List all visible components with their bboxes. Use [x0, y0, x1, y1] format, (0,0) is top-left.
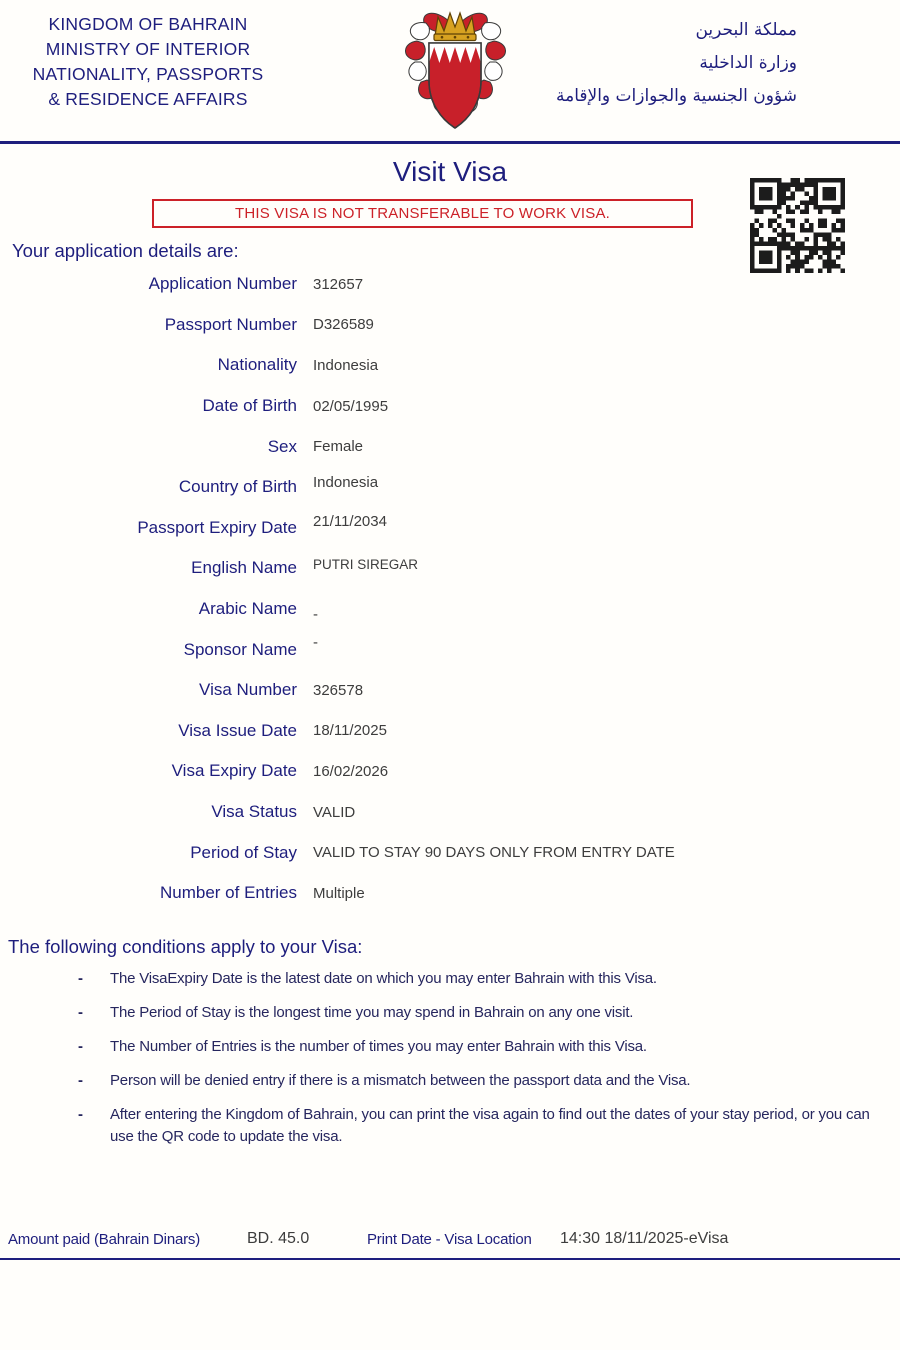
- detail-label: Date of Birth: [202, 396, 297, 416]
- condition-text: After entering the Kingdom of Bahrain, you can print the visa again to find out the dates of your stay period, or you can use the QR code to update the visa.: [110, 1106, 870, 1145]
- detail-value: 16/02/2026: [313, 762, 389, 780]
- details-table: [0, 264, 900, 914]
- detail-label: Period of Stay: [190, 842, 297, 862]
- detail-label: Passport Expiry Date: [137, 517, 297, 537]
- detail-row-visa-status: [0, 792, 900, 833]
- ministry-line-ar: وزارة الداخلية: [699, 53, 797, 73]
- bullet-dash: -: [78, 1072, 83, 1089]
- ministry-line: KINGDOM OF BAHRAIN: [48, 14, 248, 34]
- ministry-line-ar: شؤون الجنسية والجوازات والإقامة: [555, 86, 797, 106]
- detail-row-passport-expiry-date: [0, 508, 900, 549]
- condition-text: Person will be denied entry if there is a mismatch between the passport data and the Visa.: [110, 1072, 691, 1089]
- detail-row-sex: [0, 426, 900, 467]
- ministry-line: & RESIDENCE AFFAIRS: [48, 89, 248, 109]
- print-date-label: Print Date - Visa Location: [367, 1231, 532, 1248]
- footer-divider: [0, 1258, 900, 1260]
- ministry-line: MINISTRY OF INTERIOR: [45, 39, 251, 59]
- detail-row-visa-number: [0, 670, 900, 711]
- detail-value: Indonesia: [313, 356, 379, 374]
- bullet-dash: -: [78, 1004, 83, 1021]
- print-date-value: 14:30 18/11/2025-eVisa: [560, 1230, 729, 1247]
- detail-label: Visa Expiry Date: [171, 761, 297, 781]
- detail-value: VALID: [313, 803, 356, 821]
- detail-row-arabic-name: [0, 589, 900, 630]
- amount-paid-label: Amount paid (Bahrain Dinars): [8, 1231, 200, 1248]
- qr-code: [750, 178, 845, 273]
- detail-value: 326578: [313, 681, 364, 699]
- ministry-line: NATIONALITY, PASSPORTS: [32, 64, 264, 84]
- detail-value: 312657: [313, 275, 364, 293]
- detail-label: Sex: [267, 436, 297, 456]
- conditions-heading: The following conditions apply to your Visa:: [8, 936, 363, 957]
- notice-text: THIS VISA IS NOT TRANSFERABLE TO WORK VISA.: [234, 205, 611, 222]
- condition-text: The Period of Stay is the longest time you may spend in Bahrain on any one visit.: [110, 1004, 634, 1021]
- detail-row-date-of-birth: [0, 386, 900, 427]
- detail-row-period-of-stay: [0, 832, 900, 873]
- document-footer: [0, 1228, 900, 1252]
- conditions-list: [0, 968, 882, 1160]
- bullet-dash: -: [78, 1106, 83, 1123]
- detail-label: English Name: [191, 558, 297, 578]
- detail-row-passport-number: [0, 305, 900, 346]
- condition-item: [0, 968, 882, 990]
- detail-row-nationality: [0, 345, 900, 386]
- detail-row-number-of-entries: [0, 873, 900, 914]
- detail-value: Female: [313, 438, 364, 456]
- page-title: Visit Visa: [392, 156, 508, 187]
- bullet-dash: -: [78, 970, 83, 987]
- detail-value: Multiple: [313, 884, 365, 902]
- detail-value: 02/05/1995: [313, 397, 389, 415]
- condition-text: The Number of Entries is the number of times you may enter Bahrain with this Visa.: [110, 1038, 647, 1055]
- details-heading: Your application details are:: [12, 240, 239, 261]
- header-divider: [0, 141, 900, 144]
- ministry-name-arabic: [457, 14, 797, 113]
- detail-label: Sponsor Name: [183, 639, 297, 659]
- ministry-line-ar: مملكة البحرين: [695, 20, 797, 40]
- condition-item: [0, 1070, 882, 1092]
- detail-label: Visa Number: [199, 680, 297, 700]
- ministry-name-english: [28, 12, 268, 112]
- detail-value: -: [313, 605, 318, 623]
- detail-value: D326589: [313, 316, 374, 334]
- detail-value: 18/11/2025: [313, 722, 387, 740]
- notice-box: [152, 199, 693, 228]
- condition-item: [0, 1036, 882, 1058]
- detail-label: Number of Entries: [160, 883, 297, 903]
- detail-label: Arabic Name: [198, 599, 297, 619]
- detail-label: Application Number: [148, 274, 297, 294]
- detail-label: Passport Number: [164, 314, 297, 334]
- detail-label: Visa Status: [211, 802, 297, 822]
- amount-paid-value: BD. 45.0: [247, 1230, 310, 1247]
- detail-label: Visa Issue Date: [178, 720, 297, 740]
- detail-row-visa-issue-date: [0, 711, 900, 752]
- detail-value: Indonesia: [313, 473, 379, 491]
- condition-item: [0, 1002, 882, 1024]
- detail-label: Country of Birth: [178, 477, 297, 497]
- detail-value: VALID TO STAY 90 DAYS ONLY FROM ENTRY DATE: [313, 844, 675, 862]
- condition-item: [0, 1104, 882, 1148]
- detail-value: -: [313, 634, 318, 652]
- detail-row-english-name: [0, 548, 900, 589]
- detail-value: PUTRI SIREGAR: [313, 556, 419, 572]
- detail-row-application-number: [0, 264, 900, 305]
- condition-text: The VisaExpiry Date is the latest date on which you may enter Bahrain with this Visa.: [110, 970, 657, 987]
- detail-label: Nationality: [217, 355, 297, 375]
- detail-value: 21/11/2034: [313, 513, 387, 531]
- detail-row-sponsor-name: [0, 629, 900, 670]
- detail-row-visa-expiry-date: [0, 751, 900, 792]
- detail-row-country-of-birth: [0, 467, 900, 508]
- bullet-dash: -: [78, 1038, 83, 1055]
